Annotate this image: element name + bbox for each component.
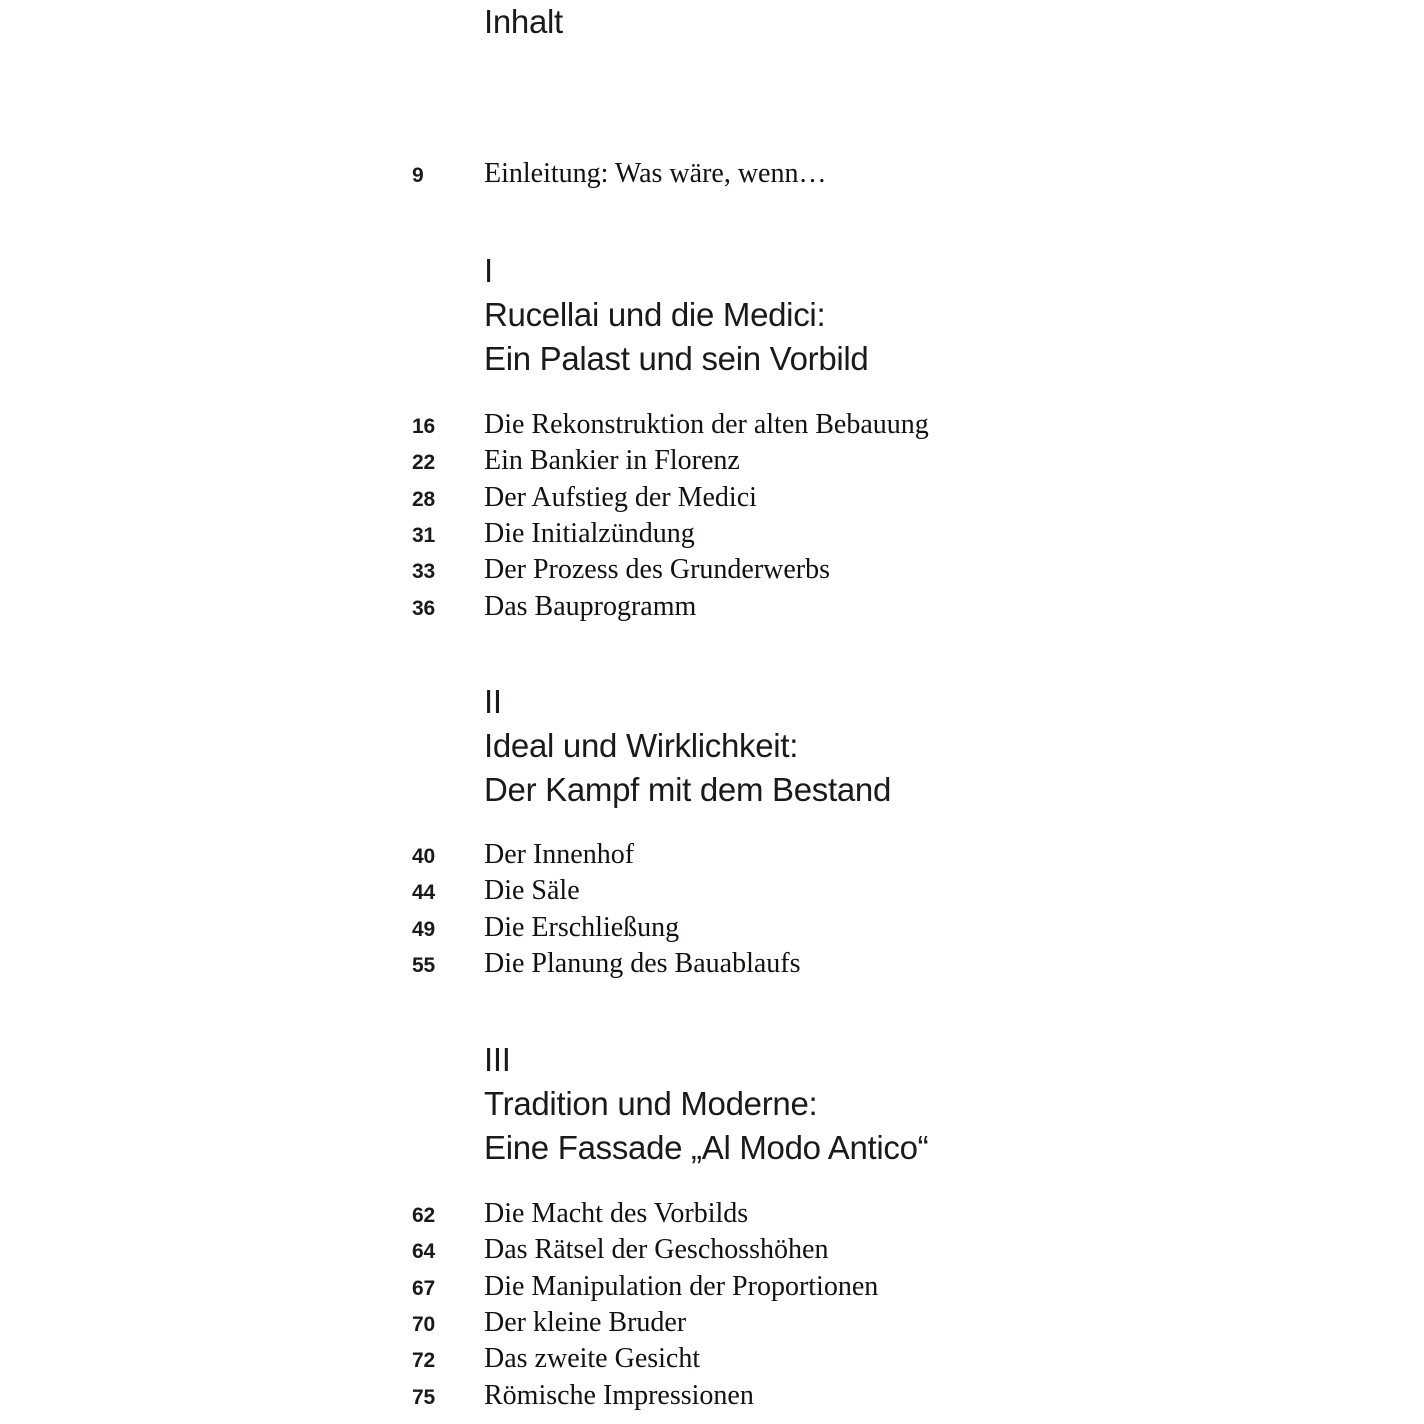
section-heading-line: Rucellai und die Medici: — [484, 296, 826, 333]
toc-entry — [412, 1378, 1312, 1414]
toc-entry-title: Der Innenhof — [484, 839, 635, 870]
toc-entry — [412, 910, 1312, 946]
toc-entry-page-number: 22 — [412, 451, 435, 475]
section-heading-3 — [484, 1038, 928, 1170]
toc-entry-title: Der Prozess des Grunderwerbs — [484, 554, 831, 586]
section-1-entries — [412, 407, 1312, 625]
toc-entry — [412, 1232, 1312, 1268]
toc-entry-title: Das Bauprogramm — [484, 590, 697, 622]
toc-entry — [412, 443, 1312, 479]
toc-entry-title: Der Aufstieg der Medici — [484, 481, 757, 513]
toc-entry — [412, 589, 1312, 625]
section-2-entries — [412, 837, 1312, 982]
toc-entry — [412, 1305, 1312, 1341]
section-heading-line: Der Kampf mit dem Bestand — [484, 771, 891, 808]
section-numeral: II — [484, 683, 502, 720]
toc-entry-page-number: 44 — [412, 881, 435, 905]
toc-entry-title: Die Initialzündung — [484, 517, 695, 549]
toc-entry — [412, 837, 1312, 873]
section-heading-line: Eine Fassade „Al Modo Antico“ — [484, 1129, 929, 1166]
toc-entry-page-number: 33 — [412, 560, 435, 584]
toc-entry — [412, 516, 1312, 552]
toc-entry-title: Die Planung des Bauablaufs — [484, 947, 801, 979]
toc-entry-page-number: 9 — [412, 164, 424, 187]
toc-entry — [412, 873, 1312, 909]
toc-entry-title: Das zweite Gesicht — [484, 1343, 701, 1375]
section-heading-line: Tradition und Moderne: — [484, 1085, 818, 1122]
toc-entry-page-number: 70 — [412, 1312, 435, 1336]
toc-entry-page-number: 31 — [412, 523, 435, 547]
toc-entry — [412, 946, 1312, 982]
section-heading-line: Ein Palast und sein Vorbild — [484, 340, 869, 377]
toc-entry — [412, 480, 1312, 516]
toc-entry-title: Der kleine Bruder — [484, 1306, 687, 1338]
toc-entry-page-number: 72 — [412, 1349, 435, 1373]
section-numeral: I — [484, 252, 493, 289]
toc-entry-title: Die Säle — [484, 875, 580, 907]
toc-entry — [412, 1269, 1312, 1305]
toc-entry-page-number: 16 — [412, 415, 435, 438]
toc-entry — [412, 552, 1312, 588]
toc-entry — [412, 1341, 1312, 1377]
toc-entry — [412, 407, 1312, 443]
toc-entry-title: Römische Impressionen — [484, 1379, 754, 1411]
toc-entry-title: Ein Bankier in Florenz — [484, 445, 740, 477]
toc-entry-title: Die Macht des Vorbilds — [484, 1198, 749, 1229]
toc-entry-page-number: 40 — [412, 845, 435, 868]
toc-entry — [412, 1196, 1312, 1232]
toc-entry-page-number: 62 — [412, 1204, 435, 1227]
toc-entry-title: Einleitung: Was wäre, wenn… — [484, 158, 827, 189]
toc-entry-page-number: 49 — [412, 917, 435, 941]
section-numeral: III — [484, 1041, 511, 1078]
toc-entry-title: Die Erschließung — [484, 911, 680, 943]
toc-entry — [412, 156, 1312, 192]
toc-entry-title: Das Rätsel der Geschosshöhen — [484, 1234, 829, 1266]
section-heading-line: Ideal und Wirklichkeit: — [484, 727, 799, 764]
toc-entry-title: Die Rekonstruktion der alten Bebauung — [484, 409, 929, 440]
toc-entry-page-number: 28 — [412, 487, 435, 511]
toc-entry-page-number: 64 — [412, 1240, 435, 1264]
toc-entry-page-number: 75 — [412, 1385, 435, 1409]
section-heading-2 — [484, 680, 891, 812]
page-title: Inhalt — [484, 3, 563, 40]
intro-entry-group — [412, 156, 1312, 192]
toc-entry-page-number: 55 — [412, 953, 435, 977]
section-heading-1 — [484, 249, 868, 381]
toc-entry-page-number: 36 — [412, 596, 435, 620]
toc-entry-page-number: 67 — [412, 1276, 435, 1300]
toc-entry-title: Die Manipulation der Proportionen — [484, 1270, 879, 1302]
section-3-entries — [412, 1196, 1312, 1414]
